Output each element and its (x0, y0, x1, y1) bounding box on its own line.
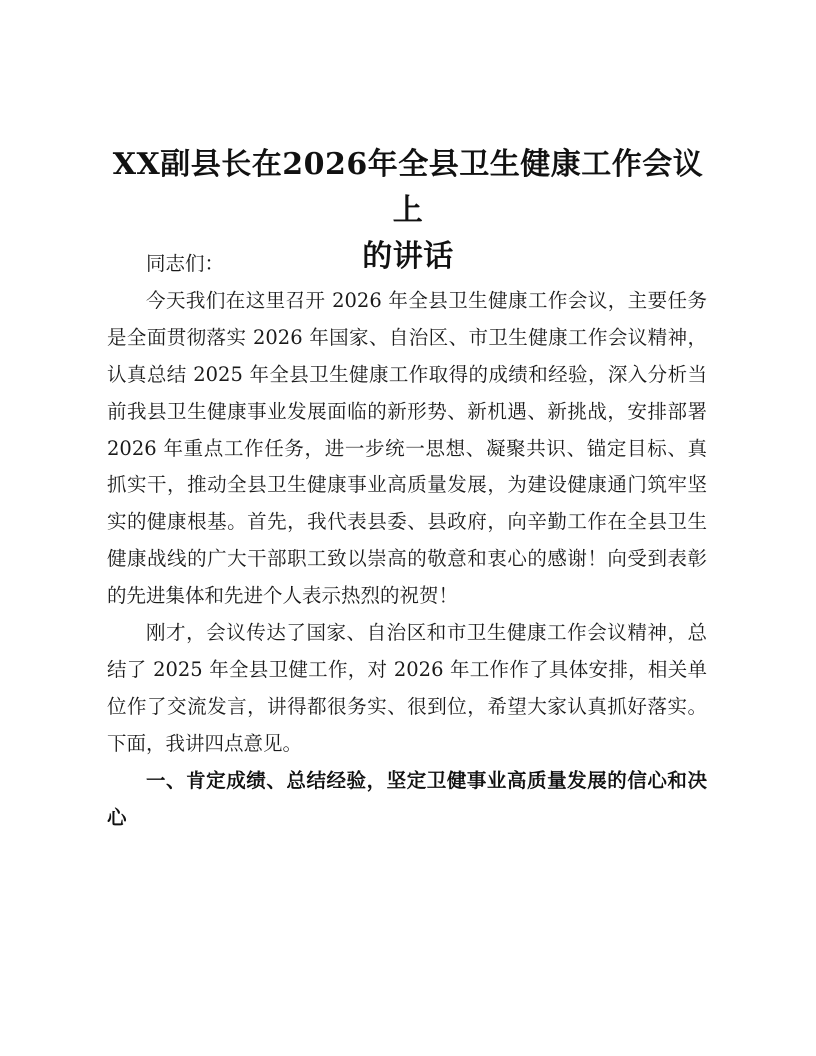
title-line-1: XX副县长在2026年全县卫生健康工作会议上 (112, 147, 704, 228)
section-heading-1: 一、肯定成绩、总结经验，坚定卫健事业高质量发展的信心和决心 (107, 768, 707, 829)
document-body (107, 246, 707, 837)
salutation: 同志们： (146, 252, 225, 275)
paragraph-opening: 今天我们在这里召开 2026 年全县卫生健康工作会议，主要任务是全面贯彻落实 2026 年国家、自治区、市卫生健康工作会议精神，认真总结 2025 年全县卫生健康工作取得的成绩和经验，深入分析当前我县卫生健康事业发展面临的新形势、新机遇、新挑战，安排部署 2026 年重点工作任务，进一步统一思想、凝聚共识、锚定目标、真抓实干，推动全县卫生健康事业高质量发展，为建设健康通门筑牢坚实的健康根基。首先，我代表县委、县政府，向辛勤工作在全县卫生健康战线的广大干部职工致以崇高的敬意和衷心的感谢！向受到表彰的先进集体和先进个人表示热烈的祝贺！ (107, 288, 707, 608)
title-line-2: 的讲话 (362, 239, 454, 274)
paragraph-summary: 刚才，会议传达了国家、自治区和市卫生健康工作会议精神，总结了 2025 年全县卫健工作，对 2026 年工作作了具体安排，相关单位作了交流发言，讲得都很务实、很到位，希望大家认真抓好落实。下面，我讲四点意见。 (107, 621, 707, 755)
